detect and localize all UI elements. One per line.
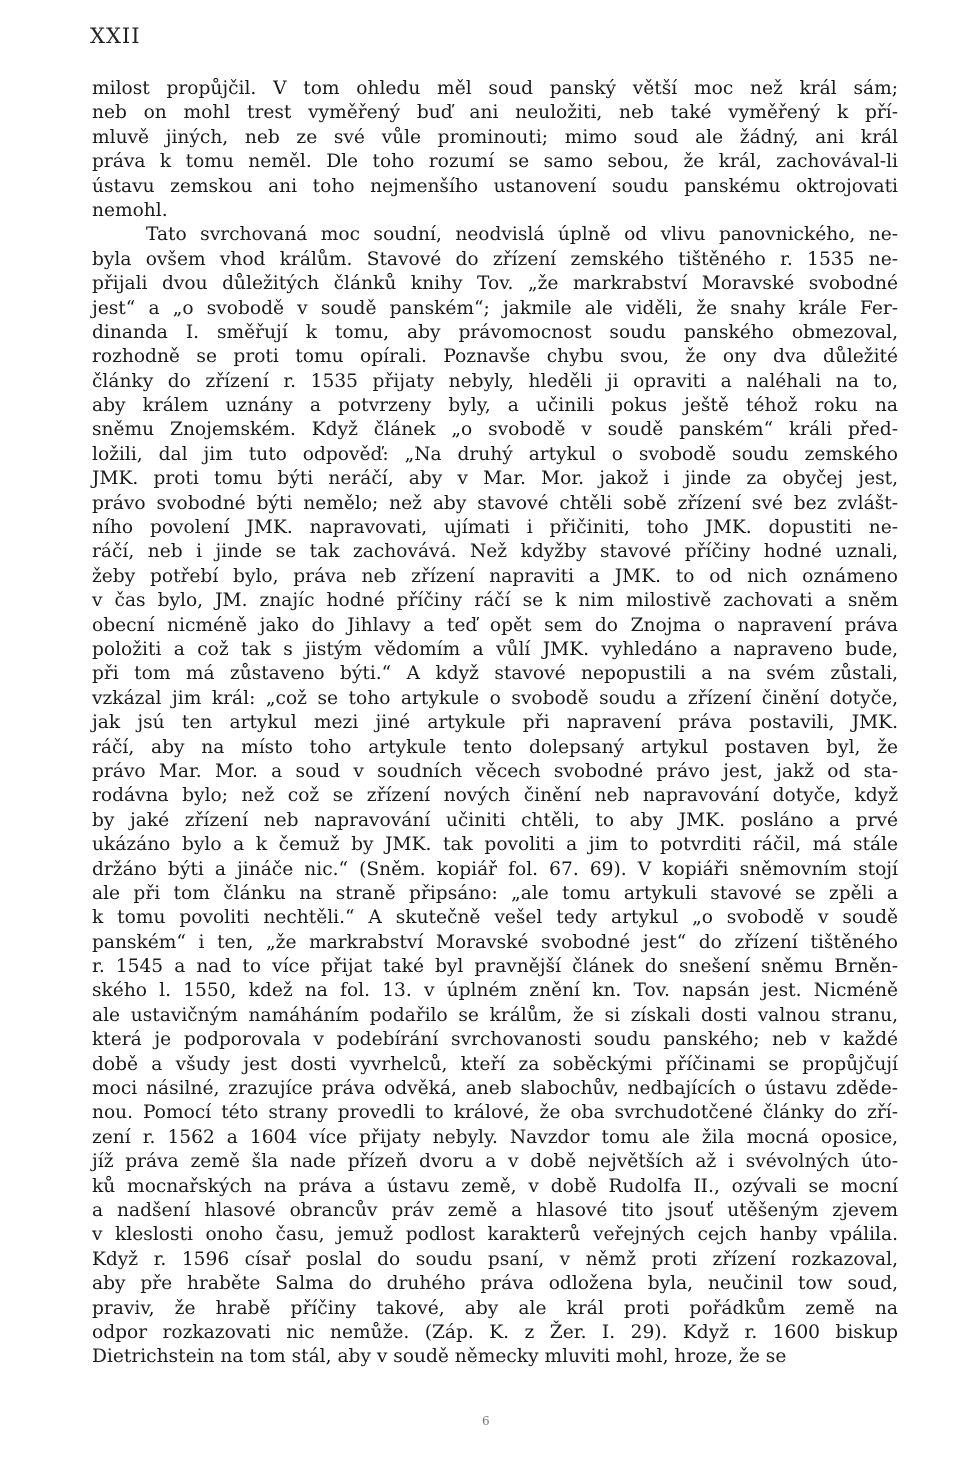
text-line: by jaké zřízení neb napravování učiniti chtěli, to aby JMK. posláno a prvé (92, 809, 898, 831)
text-line: jíž práva země šla nade přízeň dvoru a v době největších až i svévolných úto- (92, 1151, 898, 1173)
text-line: ukázáno bylo a k čemuž by JMK. tak povoliti a jim to potvrditi ráčil, má stále (92, 834, 898, 856)
text-line: sněmu Znojemském. Když článek „o svobodě v soudě panském“ králi před- (92, 419, 898, 441)
text-line: položiti a což tak s jistým vědomím a vůlí JMK. vyhledáno a napraveno bude, (92, 638, 898, 660)
footer-mark: 6 (482, 1414, 490, 1428)
text-line: odpor rozkazovati nic nemůže. (Záp. K. z Žer. I. 29). Když r. 1600 biskup (92, 1321, 898, 1343)
text-line: nou. Pomocí této strany provedli to králové, že oba svrchudotčené články do zří- (92, 1102, 898, 1124)
text-line: právo Mar. Mor. a soud v soudních věcech svobodné právo jest, jakž od sta- (92, 760, 898, 782)
text-line: rodávna bylo; než což se zřízení nových činění neb napravování dotyče, když (92, 785, 898, 807)
text-line: milost propůjčil. V tom ohledu měl soud panský větší moc než král sám; (92, 78, 898, 99)
text-line: ráčí, neb i jinde se tak zachovává. Než kdyžby stavové příčiny hodné uznali, (92, 541, 898, 563)
text-line: byla ovšem vhod králům. Stavové do zřízení zemského tištěného r. 1535 ne- (92, 248, 898, 270)
text-line: jak jsú ten artykul mezi jiné artykule při napravení práva postavili, JMK. (92, 712, 898, 734)
text-line: přijali dvou důležitých článků knihy Tov. „že markrabství Moravské svobodné (92, 273, 898, 295)
text-line: obecní nicméně jako do Jihlavy a teď opět sem do Znojma o napravení práva (92, 614, 898, 636)
text-line: ústavu zemskou ani toho nejmenšího ustanovení soudu panskému oktrojovati (92, 175, 898, 197)
page-number: XXII (90, 24, 141, 48)
text-line: rozhodně se proti tomu opírali. Poznavše chybu svou, že ony dva důležité (92, 346, 898, 368)
text-line: žeby potřebí bylo, práva neb zřízení napraviti a JMK. to od nich oznámeno (92, 565, 898, 587)
text-line: která je podporovala v podebírání svrchovanosti soudu panského; neb v každé (92, 1029, 898, 1051)
text-line: Tato svrchovaná moc soudní, neodvislá úplně od vlivu panovnického, ne- (146, 224, 898, 246)
text-line: držáno býti a jináče nic.“ (Sněm. kopiář fol. 67. 69). V kopiáři sněmovním stojí (92, 858, 898, 880)
text-line: vzkázal jim král: „což se toho artykule o svobodě soudu a zřízení činění dotyče, (92, 687, 898, 709)
text-line: ale při tom článku na straně připsáno: „ale tomu artykuli stavové se zpěli a (92, 882, 898, 904)
text-line: v kleslosti onoho času, jemuž podlost karakterů veřejných cejch hanby vpálila. (92, 1224, 898, 1246)
text-line: a nadšení hlasové obrancův práv země a hlasové tito jsouť utěšeným zjevem (92, 1199, 898, 1221)
text-line: ale ustavičným namáháním podařilo se králům, že si získali dosti valnou stranu, (92, 1004, 898, 1026)
text-line: Dietrichstein na tom stál, aby v soudě německy mluviti mohl, hroze, že se (92, 1346, 787, 1368)
text-line: právo svobodné býti nemělo; než aby stavové chtěli sobě zřízení své bez zvlášt- (92, 492, 898, 514)
text-line: době a všudy jest dosti vyvrhelců, kteří za soběckými příčinami se propůjčují (92, 1053, 898, 1075)
text-line: k tomu povoliti nechtěli.“ A skutečně vešel tedy artykul „o svobodě v soudě (92, 907, 898, 929)
text-line: neb on mohl trest vyměřený buď ani neuložiti, neb také vyměřený k pří- (92, 102, 898, 124)
text-line: praviv, že hrabě příčiny takové, aby ale král proti pořádkům země na (92, 1297, 898, 1319)
text-line: panském“ i ten, „že markrabství Moravské svobodné jest“ do zřízení tištěného (92, 931, 898, 953)
text-line: v čas bylo, JM. znajíc hodné příčiny ráčí se k nim milostivě zachovati a sněm (92, 590, 898, 612)
text-line: aby králem uznány a potvrzeny byly, a učinili pokus ještě téhož roku na (92, 395, 898, 417)
text-line: články do zřízení r. 1535 přijaty nebyly, hleděli ji opraviti a naléhali na to, (92, 370, 898, 392)
text-line: ků mocnařských na práva a ústavu země, v době Rudolfa II., ozývali se mocní (92, 1175, 898, 1197)
text-line: ložili, dal jim tuto odpověď: „Na druhý artykul o svobodě soudu zemského (92, 443, 898, 465)
text-line: mluvě jiných, neb ze své vůle prominouti; mimo soud ale žádný, ani král (92, 126, 898, 148)
text-line: aby pře hraběte Salma do druhého práva odložena byla, neučinil tow soud, (92, 1273, 898, 1295)
text-line: práva k tomu neměl. Dle toho rozumí se samo sebou, že král, zachovával-li (92, 151, 898, 173)
text-line: ního povolení JMK. napravovati, ujímati i přičiniti, toho JMK. dopustiti ne- (92, 517, 898, 539)
text-line: nemohl. (92, 199, 168, 221)
body-text (92, 77, 898, 1370)
text-line: moci násilné, zrazujíce práva odvěká, aneb slabochův, nedbajících o ústavu zděde- (92, 1078, 898, 1100)
text-line: dinanda I. směřují k tomu, aby právomocnost soudu panského obmezoval, (92, 321, 898, 343)
text-line: zení r. 1562 a 1604 více přijaty nebyly. Navzdor tomu ale žila mocná oposice, (92, 1126, 898, 1148)
text-line: Když r. 1596 císař poslal do soudu psaní, v němž proti zřízení rozkazoval, (92, 1248, 898, 1270)
text-line: r. 1545 a nad to více přijat také byl pravnější článek do snešení sněmu Brněn- (92, 956, 898, 978)
text-line: ráčí, aby na místo toho artykule tento dolepsaný artykul postaven byl, že (92, 736, 898, 758)
text-line: ského l. 1550, kdež na fol. 13. v úplném znění kn. Tov. napsán jest. Nicméně (92, 980, 898, 1002)
text-line: při tom má zůstaveno býti.“ A když stavové nepopustili a na svém zůstali, (92, 663, 898, 685)
text-line: jest“ a „o svobodě v soudě panském“; jakmile ale viděli, že snahy krále Fer- (92, 297, 898, 319)
text-line: JMK. proti tomu býti neráčí, aby v Mar. Mor. jakož i jinde za obyčej jest, (92, 468, 898, 490)
